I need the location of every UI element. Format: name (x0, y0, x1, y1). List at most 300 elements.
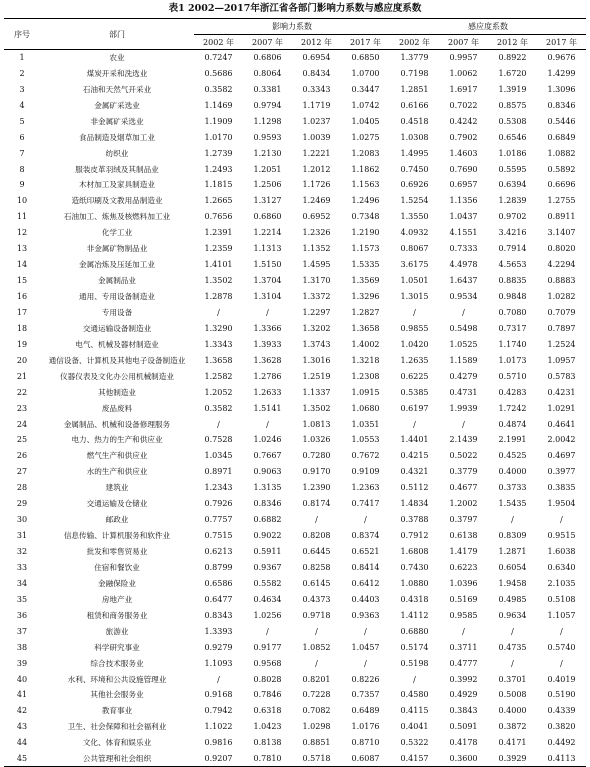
coefficient-cell: 0.4492 (547, 738, 576, 748)
coefficient-cell: 1.2827 (351, 307, 380, 317)
row-index: 21 (16, 371, 28, 381)
coefficient-cell: 1.0852 (302, 642, 331, 652)
coefficient-cell: 1.3366 (253, 323, 282, 333)
table-row (4, 225, 586, 241)
coefficient-cell: 0.7228 (302, 690, 331, 700)
coefficient-cell: 1.2297 (302, 307, 331, 317)
coefficient-cell: 0.4113 (537, 751, 586, 767)
coefficient-cell: 0.6412 (351, 578, 380, 588)
coefficient-cell: 1.3015 (400, 292, 429, 302)
coefficient-cell: 1.3743 (302, 339, 331, 349)
row-index: 40 (16, 674, 28, 684)
sector-name: 公共管理和社会组织 (40, 751, 194, 767)
coefficient-cell: 0.4697 (547, 451, 576, 461)
table-row (4, 687, 586, 703)
coefficient-cell: 0.7912 (400, 531, 429, 541)
coefficient-cell: 0.7672 (351, 451, 380, 461)
coefficient-cell: 0.6489 (351, 706, 380, 716)
coefficient-cell: / (413, 419, 416, 429)
table-row (4, 623, 586, 639)
table-row (4, 241, 586, 257)
coefficient-cell: 0.9593 (253, 132, 282, 142)
coefficient-cell: 0.4279 (449, 371, 478, 381)
coefficient-cell: 0.4318 (400, 594, 429, 604)
coefficient-cell: 1.3104 (253, 292, 282, 302)
coefficient-cell: 1.2326 (302, 228, 331, 238)
coefficient-cell: 0.6213 (204, 547, 233, 557)
coefficient-cell: 0.7450 (400, 164, 429, 174)
table-row (4, 289, 586, 305)
coefficient-cell: 0.4373 (302, 594, 331, 604)
coefficient-cell: 1.0275 (351, 132, 380, 142)
sector-name: 纺织业 (105, 148, 129, 158)
coefficient-cell: 1.1469 (204, 100, 233, 110)
table-row (4, 161, 586, 177)
coefficient-cell: 1.2851 (400, 84, 429, 94)
table-row (4, 496, 586, 512)
coefficient-cell: 0.7079 (547, 307, 576, 317)
coefficient-cell: 1.4603 (449, 148, 478, 158)
coefficient-cell: 1.0457 (351, 642, 380, 652)
coefficient-cell: 0.8020 (547, 244, 576, 254)
coefficient-cell: 0.5174 (400, 642, 429, 652)
coefficient-cell: / (364, 515, 367, 525)
row-index: 6 (19, 132, 25, 142)
sector-name: 金属制品、机械和设备修理服务 (63, 419, 171, 429)
coefficient-cell: 0.4000 (498, 467, 527, 477)
row-index: 43 (16, 722, 28, 732)
coefficient-cell: 0.8201 (302, 674, 331, 684)
coefficient-cell: 1.0882 (547, 148, 576, 158)
coefficient-cell: 0.5911 (253, 547, 282, 557)
coefficient-cell: 0.4283 (498, 387, 527, 397)
table-caption: 表1 2002—2017年浙江省各部门影响力系数与感应度系数 (168, 3, 422, 14)
coefficient-cell: 1.2190 (351, 228, 380, 238)
coefficient-cell: 0.8911 (547, 212, 576, 222)
row-index: 20 (16, 355, 28, 365)
coefficient-cell: 0.5718 (292, 751, 341, 767)
coefficient-cell: 1.0437 (449, 212, 478, 222)
coefficient-cell: / (462, 307, 465, 317)
table-row (4, 145, 586, 161)
coefficient-cell: 0.6087 (341, 751, 390, 767)
coefficient-cell: 1.2524 (547, 339, 576, 349)
table-row (4, 655, 586, 671)
coefficient-cell: 1.4002 (351, 339, 380, 349)
coefficient-cell: / (511, 658, 514, 668)
coefficient-cell: 0.9279 (204, 642, 233, 652)
row-index: 9 (19, 180, 25, 190)
coefficient-cell: 0.4874 (498, 419, 527, 429)
coefficient-cell: 1.1726 (302, 180, 331, 190)
coefficient-cell: 1.1862 (351, 164, 380, 174)
coefficient-cell: 0.3582 (204, 403, 233, 413)
coefficient-cell: 0.8067 (400, 244, 429, 254)
coefficient-cell: 0.8346 (547, 100, 576, 110)
coefficient-cell: 0.4178 (449, 738, 478, 748)
coefficient-cell: / (560, 626, 563, 636)
coefficient-cell: 1.2493 (204, 164, 233, 174)
row-index: 5 (19, 116, 25, 126)
row-index: 25 (16, 435, 28, 445)
coefficient-cell: 0.7333 (449, 244, 478, 254)
coefficient-cell: 0.9170 (302, 467, 331, 477)
coefficient-cell: 1.0957 (547, 355, 576, 365)
table-row (4, 432, 586, 448)
coefficient-cell: 0.9634 (498, 610, 527, 620)
table-row (4, 639, 586, 655)
coefficient-cell: 1.3016 (302, 355, 331, 365)
coefficient-cell: 1.2012 (302, 164, 331, 174)
table-row (4, 512, 586, 528)
row-index: 18 (16, 323, 28, 333)
coefficient-cell: 4.1551 (449, 228, 478, 238)
coefficient-cell: 0.9022 (253, 531, 282, 541)
coefficient-cell: 0.3788 (400, 515, 429, 525)
row-index: 4 (19, 100, 25, 110)
coefficient-cell: 1.1022 (204, 722, 233, 732)
influence-header: 影响力系数 (194, 19, 390, 35)
sector-name: 石油加工、炼焦及核燃料加工业 (63, 212, 171, 222)
coefficient-cell: 0.4985 (498, 594, 527, 604)
sensitivity-header: 感应度系数 (390, 19, 586, 35)
index-header: 序号 (4, 19, 40, 50)
sector-name: 通信设备、计算机及其他电子设备制造业 (48, 355, 186, 365)
coefficient-cell: 0.4321 (400, 467, 429, 477)
sector-name: 科学研究事业 (94, 642, 140, 652)
coefficient-cell: 2.1035 (547, 578, 576, 588)
row-index: 2 (19, 68, 25, 78)
coefficient-cell: 0.7528 (204, 435, 233, 445)
coefficient-cell: 0.8138 (253, 738, 282, 748)
coefficient-cell: 3.4216 (498, 228, 527, 238)
coefficient-cell: 1.0700 (351, 68, 380, 78)
coefficient-cell: 1.2635 (400, 355, 429, 365)
coefficient-cell: 1.2506 (253, 180, 282, 190)
coefficient-cell: 4.2294 (547, 260, 576, 270)
coefficient-cell: 0.6197 (400, 403, 429, 413)
coefficient-cell: 0.7902 (449, 132, 478, 142)
coefficient-cell: 4.0932 (400, 228, 429, 238)
year-header: 2012 年 (488, 35, 537, 50)
coefficient-cell: 0.3600 (439, 751, 488, 767)
coefficient-cell: 0.6926 (400, 180, 429, 190)
coefficient-cell: 0.7357 (351, 690, 380, 700)
table-row (4, 97, 586, 113)
row-index: 28 (16, 483, 28, 493)
coefficient-cell: 1.2214 (253, 228, 282, 238)
coefficient-cell: 0.3797 (449, 515, 478, 525)
coefficient-cell: 1.4995 (400, 148, 429, 158)
coefficient-cell: 1.0291 (547, 403, 576, 413)
coefficient-cell: 0.9957 (449, 53, 478, 63)
coefficient-cell: 0.9794 (253, 100, 282, 110)
coefficient-cell: 1.3135 (253, 483, 282, 493)
coefficient-cell: 1.3127 (253, 196, 282, 206)
coefficient-cell: 0.6340 (547, 562, 576, 572)
table-row (4, 703, 586, 719)
coefficient-cell: 1.2739 (204, 148, 233, 158)
coefficient-cell: 1.2363 (351, 483, 380, 493)
coefficient-cell: 0.9568 (253, 658, 282, 668)
coefficient-cell: 1.6437 (449, 276, 478, 286)
row-index: 37 (16, 626, 28, 636)
coefficient-cell: 0.5710 (498, 371, 527, 381)
sector-name: 化学工业 (101, 228, 133, 238)
coefficient-cell: 1.1589 (449, 355, 478, 365)
coefficient-cell: 0.7348 (351, 212, 380, 222)
coefficient-cell: 0.4171 (498, 738, 527, 748)
coefficient-cell: / (266, 626, 269, 636)
coefficient-cell: 0.6223 (449, 562, 478, 572)
sector-name: 食品制造及烟草加工业 (79, 132, 155, 142)
coefficient-cell: 1.3290 (204, 323, 233, 333)
coefficient-cell: 0.9363 (351, 610, 380, 620)
coefficient-cell: 0.6546 (498, 132, 527, 142)
coefficient-cell: 0.7430 (400, 562, 429, 572)
coefficient-cell: / (511, 515, 514, 525)
sector-name: 其他社会服务业 (90, 690, 144, 700)
table-row (4, 81, 586, 97)
coefficient-cell: 1.3658 (204, 355, 233, 365)
table-row (4, 305, 586, 321)
coefficient-cell: 0.4215 (400, 451, 429, 461)
coefficient-cell: 0.4157 (390, 751, 439, 767)
table-row (4, 751, 586, 767)
coefficient-cell: / (364, 626, 367, 636)
table-row (4, 735, 586, 751)
coefficient-cell: 0.4634 (253, 594, 282, 604)
row-index: 12 (16, 228, 28, 238)
coefficient-cell: 4.4978 (449, 260, 478, 270)
coefficient-cell: 0.9676 (547, 53, 576, 63)
table-row (4, 416, 586, 432)
coefficient-cell: 1.2051 (253, 164, 282, 174)
coefficient-cell: 0.5582 (253, 578, 282, 588)
coefficient-cell: 1.0915 (351, 387, 380, 397)
coefficient-cell: 1.6917 (449, 84, 478, 94)
coefficient-cell: 1.6720 (498, 68, 527, 78)
row-index: 16 (16, 292, 28, 302)
coefficient-cell: 0.7757 (204, 515, 233, 525)
coefficient-cell: 1.3658 (351, 323, 380, 333)
sector-name: 教育事业 (101, 706, 133, 716)
coefficient-cell: 1.3372 (302, 292, 331, 302)
coefficient-cell: 0.6138 (449, 531, 478, 541)
coefficient-cell: 1.2391 (204, 228, 233, 238)
coefficient-cell: 1.0680 (351, 403, 380, 413)
coefficient-cell: 0.6952 (302, 212, 331, 222)
sector-name: 综合技术服务业 (90, 658, 144, 668)
coefficient-cell: 0.6806 (253, 53, 282, 63)
coefficient-cell: 0.8208 (302, 531, 331, 541)
coefficient-cell: 0.7198 (400, 68, 429, 78)
sector-name: 交通运输设备制造业 (82, 323, 152, 333)
coefficient-cell: 0.8258 (302, 562, 331, 572)
coefficient-cell: 0.6477 (204, 594, 233, 604)
coefficient-cell: 0.4929 (449, 690, 478, 700)
coefficient-cell: 1.3393 (204, 626, 233, 636)
row-index: 39 (16, 658, 28, 668)
coefficient-cell: 1.5141 (253, 403, 282, 413)
coefficient-cell: 0.8226 (351, 674, 380, 684)
coefficient-cell: 0.4731 (449, 387, 478, 397)
coefficient-cell: 0.4777 (449, 658, 478, 668)
coefficient-cell: 0.4242 (449, 116, 478, 126)
coefficient-cell: 1.6038 (547, 547, 576, 557)
coefficient-cell: 1.0326 (302, 435, 331, 445)
coefficient-cell: 1.1573 (351, 244, 380, 254)
coefficient-cell: 0.8374 (351, 531, 380, 541)
coefficient-cell: 0.8835 (498, 276, 527, 286)
coefficient-cell: 0.6521 (351, 547, 380, 557)
coefficient-cell: / (364, 658, 367, 668)
coefficient-cell: 1.0742 (351, 100, 380, 110)
coefficient-cell: 0.8799 (204, 562, 233, 572)
sector-name: 仪器仪表及文化办公用机械制造业 (60, 371, 174, 381)
coefficient-cell: 0.8346 (253, 499, 282, 509)
coefficient-cell: / (413, 307, 416, 317)
coefficient-cell: 0.8414 (351, 562, 380, 572)
coefficient-cell: 1.3202 (302, 323, 331, 333)
coefficient-cell: 0.7810 (243, 751, 292, 767)
row-index: 38 (16, 642, 28, 652)
coefficient-cell: 1.1719 (302, 100, 331, 110)
coefficient-cell: 0.9168 (204, 690, 233, 700)
coefficient-cell: 1.5150 (253, 260, 282, 270)
coefficient-cell: 1.4112 (400, 610, 429, 620)
coefficient-cell: 4.5653 (498, 260, 527, 270)
coefficient-cell: 1.5435 (498, 499, 527, 509)
coefficient-cell: 0.7317 (498, 323, 527, 333)
coefficient-cell: 0.3835 (547, 483, 576, 493)
row-index: 15 (16, 276, 28, 286)
coefficient-cell: 1.2359 (204, 244, 233, 254)
table-row (4, 129, 586, 145)
coefficient-cell: 0.7247 (204, 53, 233, 63)
coefficient-cell: 1.3170 (302, 276, 331, 286)
coefficient-cell: 1.9939 (449, 403, 478, 413)
sector-name: 卫生、社会保障和社会福利业 (67, 722, 167, 732)
row-index: 41 (16, 690, 28, 700)
row-index: 34 (16, 578, 28, 588)
coefficient-cell: 0.5783 (547, 371, 576, 381)
row-index: 7 (19, 148, 25, 158)
coefficient-cell: 1.0170 (204, 132, 233, 142)
coefficient-cell: 0.3872 (498, 722, 527, 732)
coefficient-cell: 0.8883 (547, 276, 576, 286)
coefficient-cell: 1.9458 (498, 578, 527, 588)
table-row (4, 591, 586, 607)
coefficient-cell: 1.0553 (351, 435, 380, 445)
coefficient-cell: 0.7022 (449, 100, 478, 110)
coefficient-cell: 2.1991 (498, 435, 527, 445)
table-row (4, 400, 586, 416)
coefficient-cell: 1.2496 (351, 196, 380, 206)
coefficient-cell: 1.2519 (302, 371, 331, 381)
row-index: 26 (16, 451, 28, 461)
sector-name: 非金属矿物制品业 (86, 244, 148, 254)
coefficient-cell: 0.5892 (547, 164, 576, 174)
table-row (4, 560, 586, 576)
coefficient-cell: 1.3779 (400, 53, 429, 63)
table-row (4, 464, 586, 480)
coefficient-cell: 1.7242 (498, 403, 527, 413)
coefficient-cell: 0.4735 (498, 642, 527, 652)
coefficient-cell: 1.0813 (302, 419, 331, 429)
table-row (4, 320, 586, 336)
coefficient-cell: 0.8851 (302, 738, 331, 748)
coefficient-cell: 0.8309 (498, 531, 527, 541)
coefficient-cell: 0.5108 (547, 594, 576, 604)
coefficient-cell: 0.9816 (204, 738, 233, 748)
coefficient-cell: 1.4101 (204, 260, 233, 270)
row-index: 36 (16, 610, 28, 620)
coefficient-cell: 0.7656 (204, 212, 233, 222)
coefficient-cell: 0.6318 (253, 706, 282, 716)
coefficient-cell: 3.6175 (400, 260, 429, 270)
coefficient-cell: 0.7080 (498, 307, 527, 317)
coefficient-cell: 0.5308 (498, 116, 527, 126)
row-index: 10 (16, 196, 28, 206)
coefficient-cell: 1.0345 (204, 451, 233, 461)
coefficient-cell: 0.3343 (302, 84, 331, 94)
year-header: 2002 年 (390, 35, 439, 50)
sector-name: 旅游业 (105, 626, 129, 636)
sector-name: 建筑业 (105, 483, 129, 493)
coefficient-cell: 1.0525 (449, 339, 478, 349)
sector-name: 煤炭开采和洗选业 (86, 68, 148, 78)
sector-name: 金融保险业 (98, 578, 136, 588)
coefficient-cell: 0.7897 (547, 323, 576, 333)
coefficient-cell: 1.1815 (204, 180, 233, 190)
coefficient-cell: 1.0256 (253, 610, 282, 620)
year-header: 2012 年 (292, 35, 341, 50)
coefficient-cell: 0.7942 (204, 706, 233, 716)
coefficient-cell: 0.5008 (498, 690, 527, 700)
coefficient-cell: 1.0039 (302, 132, 331, 142)
sector-name: 房地产业 (101, 594, 133, 604)
sector-name: 交通运输及仓储业 (86, 499, 148, 509)
coefficient-cell: 0.6145 (302, 578, 331, 588)
coefficient-cell: 0.4000 (498, 706, 527, 716)
table-row (4, 384, 586, 400)
coefficient-cell: 0.6880 (400, 626, 429, 636)
coefficient-cell: 0.5740 (547, 642, 576, 652)
coefficient-cell: / (217, 674, 220, 684)
coefficient-cell: / (217, 419, 220, 429)
coefficient-cell: / (462, 626, 465, 636)
table-row (4, 719, 586, 735)
coefficient-cell: 1.2839 (498, 196, 527, 206)
coefficient-cell: 0.5498 (449, 323, 478, 333)
coefficient-cell: 0.3582 (204, 84, 233, 94)
coefficient-cell: 1.4299 (547, 68, 576, 78)
sector-name: 通用、专用设备制造业 (79, 292, 155, 302)
row-index: 3 (19, 84, 25, 94)
coefficient-cell: 1.0880 (400, 578, 429, 588)
coefficient-cell: 0.9063 (253, 467, 282, 477)
coefficient-cell: 1.3628 (253, 355, 282, 365)
coefficient-cell: 1.2052 (204, 387, 233, 397)
table-row (4, 336, 586, 352)
row-index: 14 (16, 260, 28, 270)
coefficient-cell: 0.6054 (498, 562, 527, 572)
coefficient-cell: 0.8064 (253, 68, 282, 78)
coefficient-cell: 1.1352 (302, 244, 331, 254)
coefficient-cell: 0.4518 (400, 116, 429, 126)
coefficient-cell: 0.4641 (547, 419, 576, 429)
